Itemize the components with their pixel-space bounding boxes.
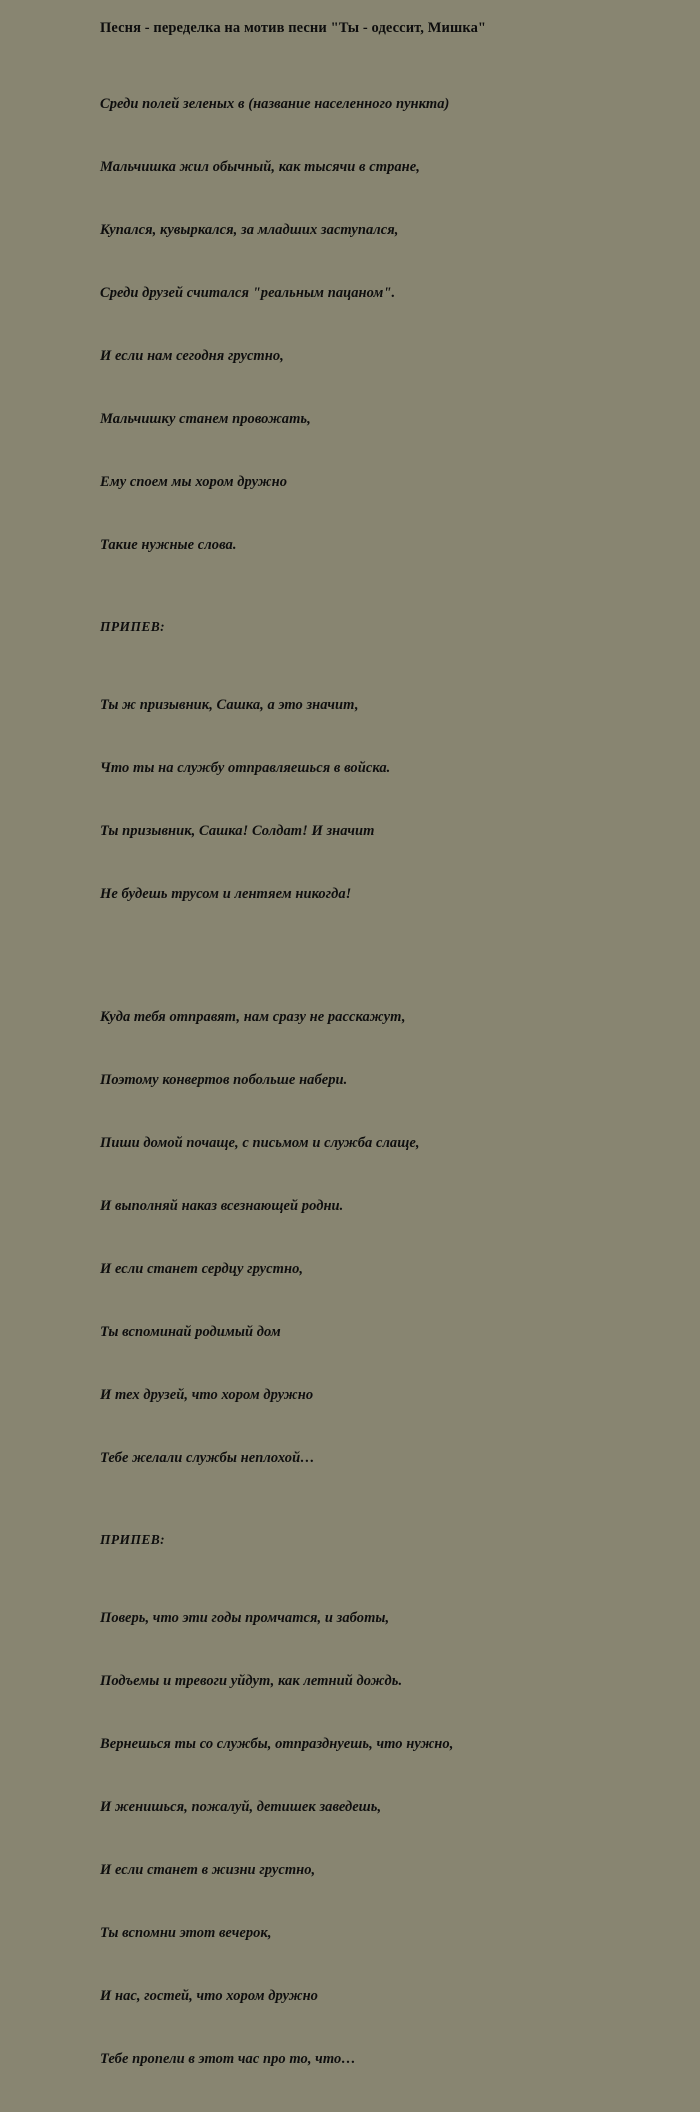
- verse-line: Купался, кувыркался, за младших заступался,: [100, 222, 399, 239]
- verse-line: Среди друзей считался "реальным пацаном".: [100, 285, 396, 302]
- verse-line: Не будешь трусом и лентяем никогда!: [100, 886, 352, 903]
- verse-line: Пиши домой почаще, с письмом и служба слаще,: [100, 1135, 420, 1152]
- verse-line: Среди полей зеленых в (название населенного пункта): [100, 96, 450, 113]
- verse-line: И если станет сердцу грустно,: [100, 1261, 304, 1278]
- verse-line: И если станет в жизни грустно,: [100, 1862, 316, 1879]
- verse-line: Тебе пропели в этот час про то, что…: [100, 2051, 356, 2068]
- verse-line: Ты вспоминай родимый дом: [100, 1324, 281, 1341]
- verse-line: Такие нужные слова.: [100, 537, 237, 554]
- verse-line: И если нам сегодня грустно,: [100, 348, 284, 365]
- verse-line: Куда тебя отправят, нам сразу не расскажут,: [100, 1009, 406, 1026]
- verse-line: Ты призывник, Сашка! Солдат! И значит: [100, 823, 375, 840]
- verse-2: [100, 653, 660, 947]
- verse-line: Ты ж призывник, Сашка, а это значит,: [100, 697, 359, 714]
- verse-line: Мальчишка жил обычный, как тысячи в стране,: [100, 159, 420, 176]
- verse-line: И нас, гостей, что хором дружно: [100, 1988, 318, 2005]
- verse-line: Вернешься ты со службы, отпразднуешь, что нужно,: [100, 1736, 454, 1753]
- verse-line: И женишься, пожалуй, детишек заведешь,: [100, 1799, 382, 1816]
- verse-line: И выполняй наказ всезнающей родни.: [100, 1198, 344, 1215]
- verse-line: Поэтому конвертов побольше набери.: [100, 1072, 348, 1089]
- verse-1: [100, 52, 660, 598]
- verse-line: Тебе желали службы неплохой…: [100, 1450, 315, 1467]
- verse-3: [100, 965, 660, 1511]
- verse-line: И тех друзей, что хором дружно: [100, 1387, 314, 1404]
- verse-4: [100, 1566, 660, 2112]
- verse-line: Подъемы и тревоги уйдут, как летний дождь.: [100, 1673, 403, 1690]
- refrain-label-1: ПРИПЕВ:: [100, 619, 166, 635]
- verse-line: Ему споем мы хором дружно: [100, 474, 287, 491]
- verse-line: Что ты на службу отправляешься в войска.: [100, 760, 391, 777]
- verse-line: Поверь, что эти годы промчатся, и заботы,: [100, 1610, 390, 1627]
- verse-line: Ты вспомни этот вечерок,: [100, 1925, 272, 1942]
- verse-line: Мальчишку станем провожать,: [100, 411, 311, 428]
- page-title: Песня - переделка на мотив песни "Ты - одессит, Мишка": [100, 20, 487, 36]
- refrain-label-2: ПРИПЕВ:: [100, 1532, 166, 1548]
